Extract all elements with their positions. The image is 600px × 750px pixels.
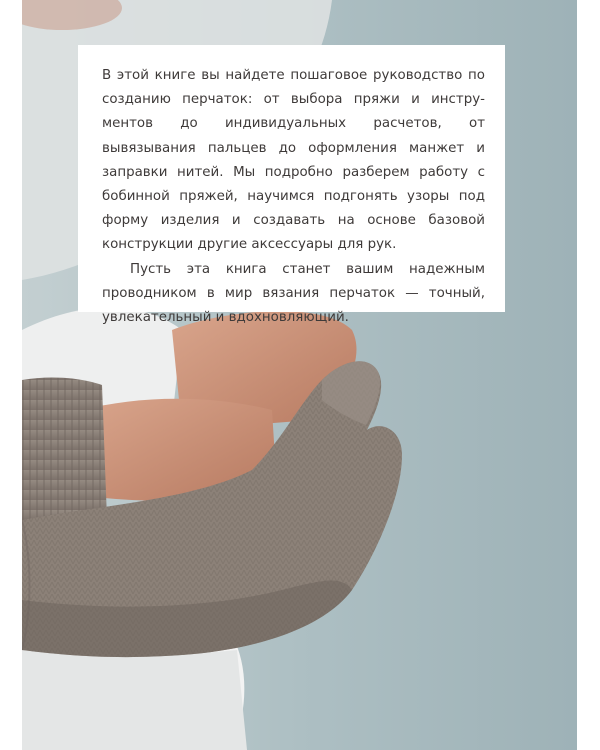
closing-paragraph: Пусть эта книга станет вашим надежным проводником в мир вязания перчаток — точный, увлекательный и вдохновляющий. [102,261,485,326]
intro-paragraph: В этой книге вы найдете пошаговое руководство по созданию перчаток: от выбора пряжи и инструментов до индивидуальных расчетов, от вывязывания пальцев до оформления манжет и заправки нитей. Мы подробно разберем работу с бобинной пряжей, научимся подгонять узоры под форму изделия и создавать на основе базовой конструкции другие аксессуары для рук. [102,68,485,253]
intro-text-box [78,45,505,326]
